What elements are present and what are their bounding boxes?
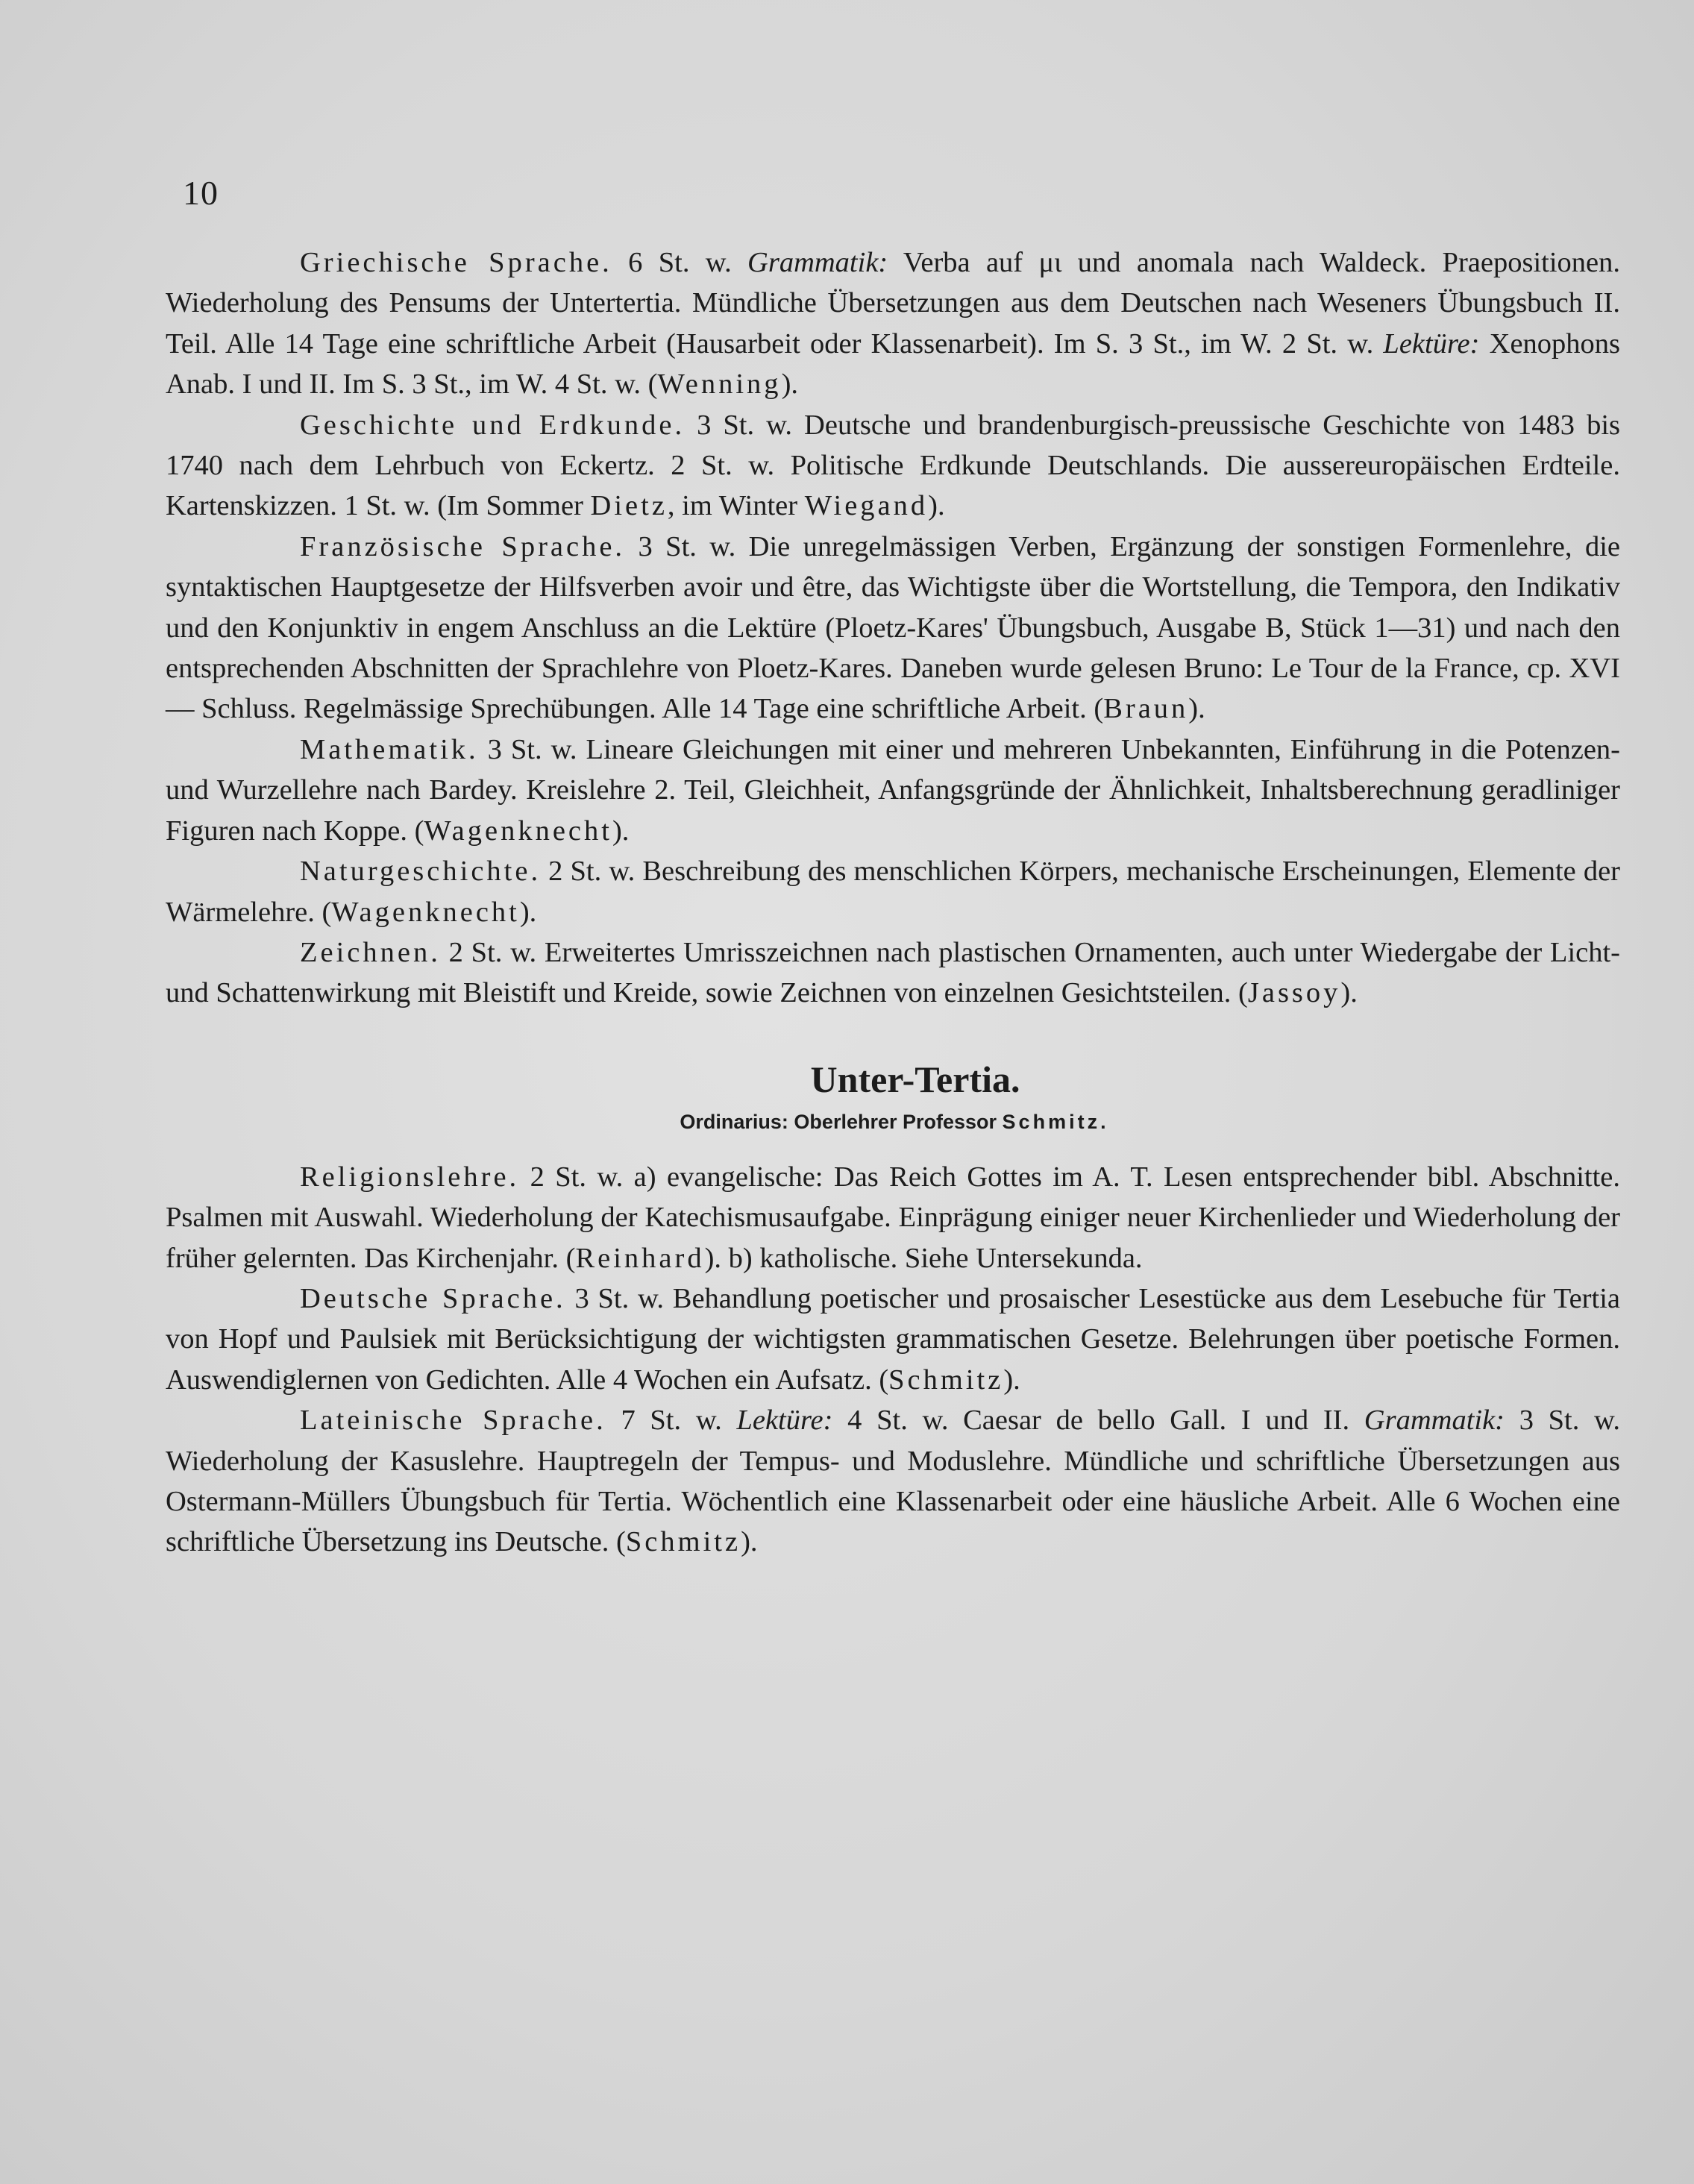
subject-heading: Griechische Sprache. <box>300 247 612 278</box>
subject-heading: Lateinische Sprache. <box>300 1405 606 1437</box>
teacher-name: Wagenknecht <box>331 896 520 928</box>
subject-heading: Mathematik. <box>300 733 479 765</box>
subject-heading: Zeichnen. <box>300 936 441 968</box>
teacher-name: Wenning <box>657 368 782 401</box>
subject-heading: Religionslehre. <box>300 1161 520 1193</box>
ordinarius-line: Ordinarius: Oberlehrer Professor Schmitz. <box>680 1110 1106 1133</box>
teacher-name: Braun <box>1103 693 1189 725</box>
teacher-name: Wiegand <box>804 490 929 522</box>
paragraph-natural-history: Naturgeschichte. 2 St. w. Beschreibung des menschlichen Körpers, mechanische Erscheinungen, Elemente der Wärmelehre. (Wagenknecht). <box>166 856 1620 928</box>
teacher-name: Wagenknecht <box>424 815 612 847</box>
body-text <box>166 242 1620 1563</box>
subject-heading: Geschichte und Erdkunde. <box>300 409 686 441</box>
paragraph-math: Mathematik. 3 St. w. Lineare Gleichungen mit einer und mehreren Unbekannten, Einführung in die Potenzen- und Wurzellehre nach Bardey. Kreislehre 2. Teil, Gleichheit, Anfangsgründe der Ähnlichkeit, Inhaltsberechnung geradliniger Figuren nach Koppe. (Wagenknecht). <box>166 733 1620 847</box>
ordinarius-name: Schmitz <box>1002 1110 1101 1133</box>
page-number: 10 <box>183 174 219 212</box>
paragraph-greek: Griechische Sprache. 6 St. w. Grammatik: Verba auf μι und anomala nach Waldeck. Praepositionen. Wiederholung des Pensums der Untertertia. Mündliche Übersetzungen aus dem Deutschen nach Weseners Übungsbuch II. Teil. Alle 14 Tage eine schriftliche Arbeit (Hausarbeit oder Klassenarbeit). Im S. 3 St., im W. 2 St. w. Lektüre: Xenophons Anab. I und II. Im S. 3 St., im W. 4 St. w. (Wenning). <box>166 247 1621 401</box>
subject-heading: Deutsche Sprache. <box>300 1282 566 1314</box>
paragraph-french: Französische Sprache. 3 St. w. Die unregelmässigen Verben, Ergänzung der sonstigen Formenlehre, die syntaktischen Hauptgesetze der Hilfsverben avoir und être, das Wichtigste über die Wortstellung, die Tempora, den Indikativ und den Konjunktiv in engem Anschluss an die Lektüre (Ploetz-Kares' Übungsbuch, Ausgabe B, Stück 1—31) und nach den entsprechenden Abschnitten der Sprachlehre von Ploetz-Kares. Daneben wurde gelesen Bruno: Le Tour de la France, cp. XVI — Schluss. Regelmässige Sprechübungen. Alle 14 Tage eine schriftliche Arbeit. (Braun). <box>166 530 1620 725</box>
paragraph-religion: Religionslehre. 2 St. w. a) evangelische: Das Reich Gottes im A. T. Lesen entsprechender bibl. Abschnitte. Psalmen mit Auswahl. Wiederholung der Katechismusaufgabe. Einprägung einiger neuer Kirchenlieder und Wiederholung der früher gelernten. Das Kirchenjahr. (Reinhard). b) katholische. Siehe Untersekunda. <box>166 1161 1620 1274</box>
paragraph-history: Geschichte und Erdkunde. 3 St. w. Deutsche und brandenburgisch-preussische Geschichte von 1483 bis 1740 nach dem Lehrbuch von Eckertz. 2 St. w. Politische Erdkunde Deutschlands. Die aussereuropäischen Erdteile. Kartenskizzen. 1 St. w. (Im Sommer Dietz, im Winter Wiegand). <box>166 409 1620 522</box>
teacher-name: Dietz <box>590 490 668 522</box>
teacher-name: Reinhard <box>575 1242 705 1274</box>
paragraph-drawing: Zeichnen. 2 St. w. Erweitertes Umrisszeichnen nach plastischen Ornamenten, auch unter Wiedergabe der Licht- und Schattenwirkung mit Bleistift und Kreide, sowie Zeichnen von einzelnen Gesichtsteilen. (Jassoy). <box>166 936 1620 1009</box>
teacher-name: Schmitz <box>625 1526 741 1558</box>
paragraph-latin: Lateinische Sprache. 7 St. w. Lektüre: 4 St. w. Caesar de bello Gall. I und II. Grammatik: 3 St. w. Wiederholung der Kasuslehre. Hauptregeln der Tempus- und Moduslehre. Mündliche und schriftliche Übersetzungen aus Ostermann-Müllers Übungsbuch für Tertia. Wöchentlich eine Klassenarbeit oder eine häusliche Arbeit. Alle 6 Wochen eine schriftliche Übersetzung ins Deutsche. (Schmitz). <box>166 1405 1620 1558</box>
teacher-name: Schmitz <box>888 1364 1004 1396</box>
teacher-name: Jassoy <box>1247 977 1341 1009</box>
paragraph-german: Deutsche Sprache. 3 St. w. Behandlung poetischer und prosaischer Lesestücke aus dem Lesebuche für Tertia von Hopf und Paulsiek mit Berücksichtigung der wichtigsten grammatischen Gesetze. Belehrungen über poetische Formen. Auswendiglernen von Gedichten. Alle 4 Wochen ein Aufsatz. (Schmitz). <box>166 1282 1620 1396</box>
section-title: Unter-Tertia. <box>810 1058 1020 1100</box>
subject-heading: Naturgeschichte. <box>300 856 542 888</box>
subject-heading: Französische Sprache. <box>300 530 626 562</box>
